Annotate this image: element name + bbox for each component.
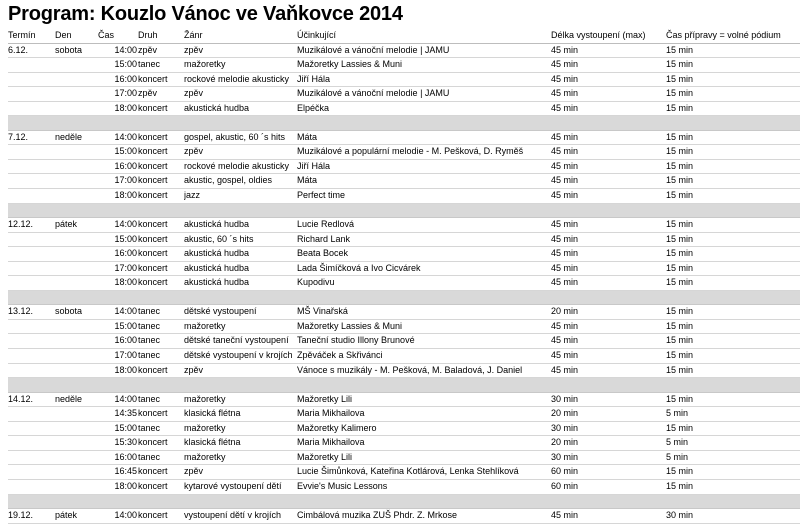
cell-prep: 5 min [666, 451, 689, 462]
cell-length: 20 min [551, 437, 579, 448]
cell-length: 45 min [551, 277, 579, 288]
cell-length: 20 min [551, 408, 579, 419]
cell-time: 16:00 [114, 73, 137, 84]
cell-genre: mažoretky [184, 422, 226, 433]
cell-kind: koncert [138, 364, 168, 375]
cell-kind: koncert [138, 175, 168, 186]
cell-genre: akustic, gospel, oldies [184, 175, 273, 186]
cell-performer: Maria Mikhailova [297, 408, 365, 419]
table-row [8, 247, 800, 262]
table-row [8, 44, 800, 59]
cell-length: 45 min [551, 59, 579, 70]
cell-day: sobota [55, 44, 83, 55]
table-row [8, 334, 800, 349]
cell-kind: tanec [138, 451, 161, 462]
cell-length: 45 min [551, 350, 579, 361]
cell-prep: 15 min [666, 190, 694, 201]
cell-time: 15:00 [114, 59, 137, 70]
cell-genre: akustická hudba [184, 262, 250, 273]
day-separator [8, 291, 800, 306]
table-row [8, 131, 800, 146]
cell-day: neděle [55, 393, 83, 404]
day-separator [8, 204, 800, 219]
cell-kind: koncert [138, 73, 168, 84]
cell-performer: Perfect time [297, 190, 346, 201]
column-header-date: Termín [8, 30, 36, 40]
cell-genre: akustic, 60 ´s hits [184, 233, 254, 244]
cell-time: 17:00 [114, 88, 137, 99]
cell-length: 20 min [551, 306, 579, 317]
cell-prep: 15 min [666, 102, 694, 113]
cell-length: 45 min [551, 160, 579, 171]
table-row [8, 73, 800, 88]
cell-prep: 15 min [666, 59, 694, 70]
cell-genre: dětské taneční vystoupení [184, 335, 289, 346]
cell-performer: Kupodivu [297, 277, 335, 288]
cell-kind: koncert [138, 466, 168, 477]
cell-prep: 15 min [666, 480, 694, 491]
cell-time: 15:00 [114, 422, 137, 433]
cell-date: 19.12. [8, 510, 34, 521]
cell-performer: Muzikálové a vánoční melodie | JAMU [297, 44, 450, 55]
cell-date: 14.12. [8, 393, 34, 404]
cell-length: 30 min [551, 393, 579, 404]
cell-kind: tanec [138, 393, 161, 404]
cell-performer: Máta [297, 175, 318, 186]
cell-time: 16:00 [114, 335, 137, 346]
cell-genre: zpěv [184, 44, 204, 55]
cell-performer: Lucie Redlová [297, 219, 355, 230]
cell-prep: 15 min [666, 131, 694, 142]
cell-genre: klasická flétna [184, 408, 241, 419]
cell-prep: 15 min [666, 422, 694, 433]
schedule-table [8, 29, 800, 524]
cell-prep: 15 min [666, 73, 694, 84]
cell-genre: vystoupení dětí v krojích [184, 510, 282, 521]
cell-length: 60 min [551, 480, 579, 491]
cell-time: 17:00 [114, 262, 137, 273]
cell-time: 14:00 [114, 510, 137, 521]
cell-kind: koncert [138, 146, 168, 157]
cell-kind: tanec [138, 422, 161, 433]
cell-prep: 15 min [666, 335, 694, 346]
cell-prep: 15 min [666, 364, 694, 375]
cell-genre: zpěv [184, 88, 204, 99]
cell-date: 12.12. [8, 219, 34, 230]
cell-genre: zpěv [184, 466, 204, 477]
cell-prep: 5 min [666, 437, 689, 448]
cell-time: 16:00 [114, 248, 137, 259]
table-row [8, 160, 800, 175]
cell-kind: koncert [138, 277, 168, 288]
cell-prep: 15 min [666, 219, 694, 230]
cell-genre: mažoretky [184, 393, 226, 404]
cell-kind: koncert [138, 131, 168, 142]
cell-performer: Máta [297, 131, 318, 142]
cell-time: 18:00 [114, 277, 137, 288]
cell-kind: tanec [138, 59, 161, 70]
cell-kind: koncert [138, 510, 168, 521]
cell-prep: 15 min [666, 88, 694, 99]
cell-genre: dětské vystoupení [184, 306, 257, 317]
cell-prep: 15 min [666, 350, 694, 361]
cell-time: 17:00 [114, 350, 137, 361]
cell-performer: Mažoretky Kalimero [297, 422, 377, 433]
cell-performer: Maria Mikhailova [297, 437, 365, 448]
table-row [8, 87, 800, 102]
table-header-row [8, 29, 800, 44]
table-row [8, 451, 800, 466]
cell-prep: 15 min [666, 320, 694, 331]
table-row [8, 422, 800, 437]
cell-genre: akustická hudba [184, 248, 250, 259]
table-row [8, 102, 800, 117]
cell-genre: klasická flétna [184, 437, 241, 448]
table-row [8, 364, 800, 379]
cell-kind: koncert [138, 219, 168, 230]
cell-performer: Cimbálová muzika ZUŠ Phdr. Z. Mrkose [297, 510, 458, 521]
day-separator [8, 495, 800, 510]
cell-day: pátek [55, 219, 78, 230]
cell-genre: zpěv [184, 146, 204, 157]
cell-performer: Mažoretky Lassies & Muni [297, 320, 403, 331]
cell-length: 30 min [551, 451, 579, 462]
cell-performer: Lada Šimíčková a Ivo Cicvárek [297, 262, 421, 273]
cell-day: pátek [55, 510, 78, 521]
cell-date: 6.12. [8, 44, 29, 55]
cell-kind: koncert [138, 190, 168, 201]
column-header-performer: Účinkující [297, 30, 337, 40]
cell-length: 45 min [551, 364, 579, 375]
cell-genre: mažoretky [184, 451, 226, 462]
cell-prep: 15 min [666, 306, 694, 317]
cell-length: 45 min [551, 248, 579, 259]
cell-kind: tanec [138, 335, 161, 346]
cell-kind: tanec [138, 306, 161, 317]
cell-performer: Muzikálové a populární melodie - M. Pešková, D. Ryměš [297, 146, 524, 157]
cell-prep: 15 min [666, 175, 694, 186]
table-row [8, 480, 800, 495]
cell-performer: Jiří Hála [297, 160, 331, 171]
cell-time: 16:45 [114, 466, 137, 477]
cell-performer: Mažoretky Lili [297, 393, 353, 404]
column-header-genre: Žánr [184, 30, 203, 40]
cell-length: 45 min [551, 219, 579, 230]
cell-length: 45 min [551, 88, 579, 99]
cell-kind: koncert [138, 480, 168, 491]
cell-kind: koncert [138, 262, 168, 273]
cell-genre: akustická hudba [184, 219, 250, 230]
cell-time: 16:00 [114, 160, 137, 171]
cell-performer: Richard Lank [297, 233, 351, 244]
cell-genre: rockové melodie akusticky [184, 160, 290, 171]
cell-genre: akustická hudba [184, 277, 250, 288]
cell-genre: mažoretky [184, 59, 226, 70]
cell-length: 45 min [551, 510, 579, 521]
cell-length: 60 min [551, 466, 579, 477]
cell-day: sobota [55, 306, 83, 317]
table-row [8, 276, 800, 291]
cell-prep: 15 min [666, 393, 694, 404]
table-row [8, 218, 800, 233]
cell-length: 45 min [551, 131, 579, 142]
cell-prep: 15 min [666, 233, 694, 244]
table-row [8, 189, 800, 204]
cell-time: 14:00 [114, 393, 137, 404]
cell-genre: zpěv [184, 364, 204, 375]
cell-genre: rockové melodie akusticky [184, 73, 290, 84]
cell-genre: mažoretky [184, 320, 226, 331]
table-row [8, 349, 800, 364]
cell-genre: akustická hudba [184, 102, 250, 113]
cell-time: 15:00 [114, 233, 137, 244]
cell-performer: Zpěváček a Skřivánci [297, 350, 383, 361]
table-row [8, 465, 800, 480]
cell-length: 45 min [551, 233, 579, 244]
cell-date: 13.12. [8, 306, 34, 317]
cell-length: 30 min [551, 422, 579, 433]
cell-kind: koncert [138, 437, 168, 448]
cell-kind: zpěv [138, 44, 158, 55]
cell-performer: Muzikálové a vánoční melodie | JAMU [297, 88, 450, 99]
table-row [8, 407, 800, 422]
table-row [8, 320, 800, 335]
table-row [8, 174, 800, 189]
cell-prep: 15 min [666, 466, 694, 477]
cell-prep: 15 min [666, 277, 694, 288]
table-row [8, 305, 800, 320]
cell-performer: Mažoretky Lili [297, 451, 353, 462]
cell-length: 45 min [551, 320, 579, 331]
cell-time: 14:00 [114, 44, 137, 55]
cell-length: 45 min [551, 175, 579, 186]
cell-time: 14:00 [114, 131, 137, 142]
page-title: Program: Kouzlo Vánoc ve Vaňkovce 2014 [8, 3, 403, 25]
cell-performer: Lucie Šimůnková, Kateřina Kotlárová, Lenka Stehlíková [297, 466, 519, 477]
cell-date: 7.12. [8, 131, 29, 142]
cell-prep: 15 min [666, 146, 694, 157]
table-row [8, 233, 800, 248]
cell-kind: tanec [138, 350, 161, 361]
table-row [8, 58, 800, 73]
cell-prep: 30 min [666, 510, 694, 521]
cell-prep: 15 min [666, 248, 694, 259]
cell-time: 18:00 [114, 102, 137, 113]
day-separator [8, 378, 800, 393]
cell-time: 14:00 [114, 306, 137, 317]
cell-performer: Elpéčka [297, 102, 330, 113]
cell-performer: MŠ Vinařská [297, 306, 348, 317]
cell-performer: Jiří Hála [297, 73, 331, 84]
cell-kind: koncert [138, 408, 168, 419]
cell-genre: gospel, akustic, 60 ´s hits [184, 131, 286, 142]
cell-time: 15:00 [114, 320, 137, 331]
cell-length: 45 min [551, 190, 579, 201]
cell-length: 45 min [551, 262, 579, 273]
cell-day: neděle [55, 131, 83, 142]
cell-time: 14:00 [114, 219, 137, 230]
cell-performer: Taneční studio Illony Brunové [297, 335, 415, 346]
cell-time: 18:00 [114, 480, 137, 491]
cell-performer: Evvie's Music Lessons [297, 480, 388, 491]
cell-kind: koncert [138, 102, 168, 113]
cell-time: 14:35 [114, 408, 137, 419]
table-row [8, 393, 800, 408]
cell-performer: Vánoce s muzikály - M. Pešková, M. Baladová, J. Daniel [297, 364, 523, 375]
cell-kind: koncert [138, 233, 168, 244]
cell-length: 45 min [551, 73, 579, 84]
cell-performer: Beata Bocek [297, 248, 349, 259]
cell-time: 15:00 [114, 146, 137, 157]
cell-genre: kytarové vystoupení dětí [184, 480, 282, 491]
cell-genre: jazz [184, 190, 201, 201]
cell-length: 45 min [551, 335, 579, 346]
cell-kind: zpěv [138, 88, 158, 99]
cell-genre: dětské vystoupení v krojích [184, 350, 293, 361]
table-row [8, 145, 800, 160]
cell-prep: 15 min [666, 262, 694, 273]
cell-length: 45 min [551, 44, 579, 55]
cell-kind: koncert [138, 248, 168, 259]
cell-time: 17:00 [114, 175, 137, 186]
cell-time: 16:00 [114, 451, 137, 462]
cell-time: 15:30 [114, 437, 137, 448]
column-header-kind: Druh [138, 30, 158, 40]
table-row [8, 436, 800, 451]
cell-time: 18:00 [114, 364, 137, 375]
day-separator [8, 116, 800, 131]
table-row [8, 262, 800, 277]
cell-length: 45 min [551, 102, 579, 113]
column-header-time: Čas [98, 30, 115, 40]
cell-prep: 5 min [666, 408, 689, 419]
cell-prep: 15 min [666, 160, 694, 171]
cell-length: 45 min [551, 146, 579, 157]
cell-kind: tanec [138, 320, 161, 331]
column-header-length: Délka vystoupení (max) [551, 30, 646, 40]
cell-kind: koncert [138, 160, 168, 171]
column-header-prep: Čas přípravy = volné pódium [666, 30, 781, 40]
cell-performer: Mažoretky Lassies & Muni [297, 59, 403, 70]
cell-prep: 15 min [666, 44, 694, 55]
cell-time: 18:00 [114, 190, 137, 201]
column-header-day: Den [55, 30, 72, 40]
table-row [8, 509, 800, 524]
